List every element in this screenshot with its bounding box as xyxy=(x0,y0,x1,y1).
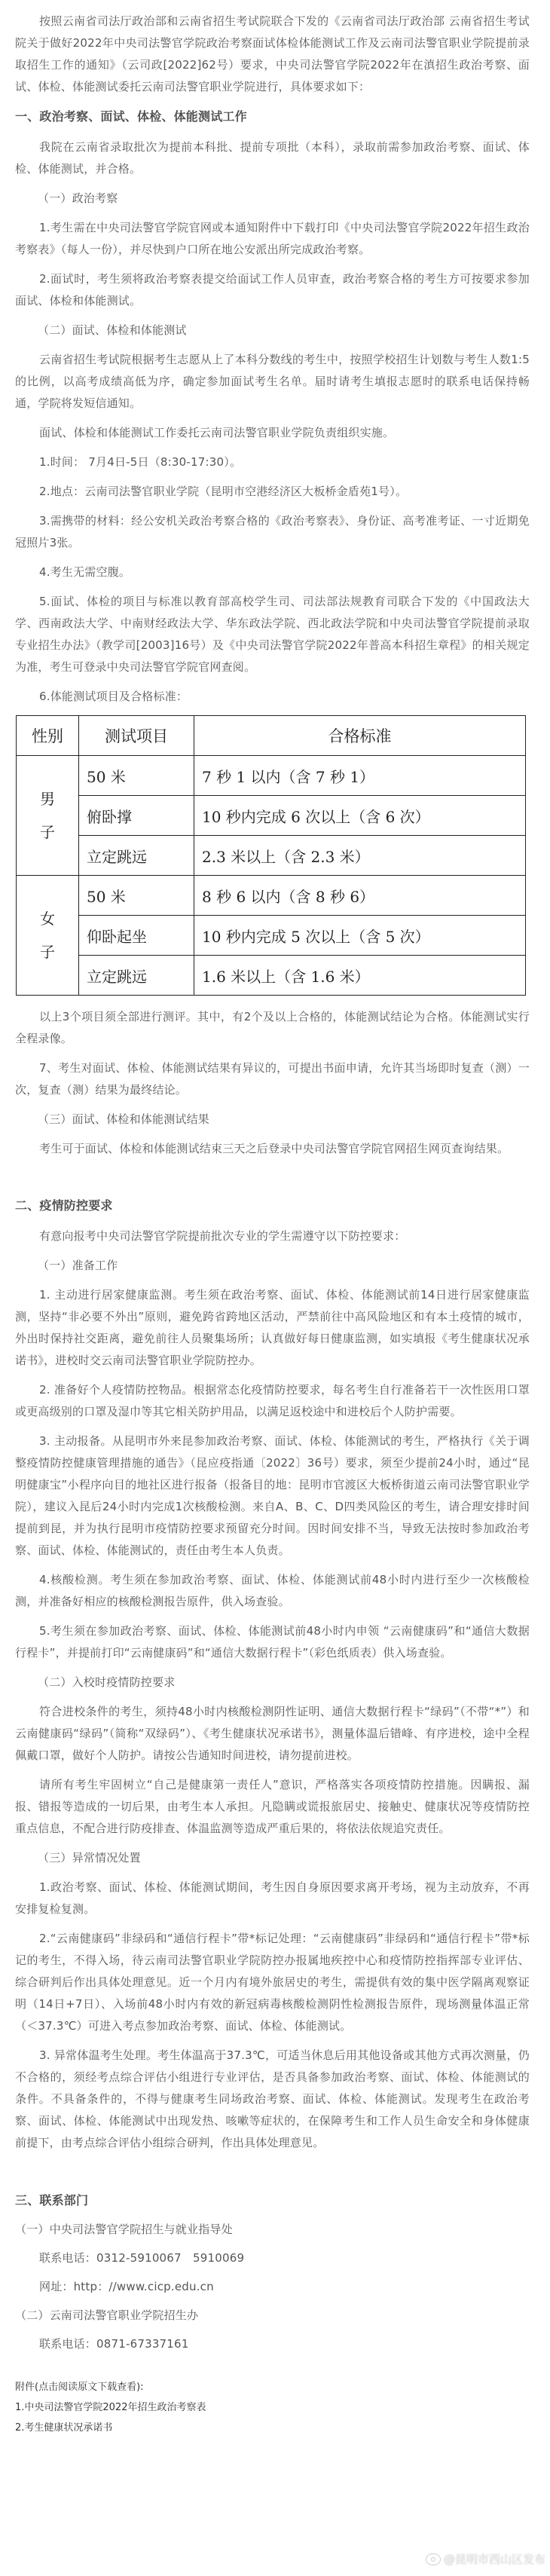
watermark-text: @昆明市西山区发布 xyxy=(443,2553,545,2566)
gender-cell-female: 女 子 xyxy=(17,876,79,996)
gender-cell-male: 男 子 xyxy=(17,756,79,876)
dept-name: （一）中央司法警官学院招生与就业指导处 xyxy=(15,2223,233,2236)
standard-cell: 10 秒内完成 6 次以上（含 6 次） xyxy=(194,796,526,836)
list-item-time: 1.时间： 7月4日-5日（8:30-17:30）。 xyxy=(39,455,242,469)
attachment-link[interactable]: 1.中央司法警官学院2022年招生政治考察表 xyxy=(15,2402,206,2413)
subsection-heading: （二）入校时疫情防控要求 xyxy=(38,1675,176,1689)
list-item: 1.考生需在中央司法警官学院官网或本通知附件中下载打印《中央司法警官学院2022年招生政治考察表》（每人一份），并尽快到户口所在地公安派出所完成政治考察。 xyxy=(15,221,530,256)
standard-cell: 8 秒 6 以内（含 8 秒 6） xyxy=(194,876,526,916)
item-cell: 50 米 xyxy=(79,756,194,796)
standard-cell: 2.3 米以上（含 2.3 米） xyxy=(194,836,526,876)
spacer xyxy=(15,2161,530,2184)
spacer xyxy=(15,2360,530,2377)
article-body xyxy=(15,11,530,2441)
dept-phone: 联系电话：0312-5910067 5910069 xyxy=(39,2251,245,2265)
list-item-standards: 5.面试、体检的项目与标准以教育部高校学生司、司法部法规教育司联合下发的《中国政法大学、西南政法大学、中南财经政法大学、华东政法学院、西北政法学院和中央司法警官学院提前录取专业招生办法》（教学司[2003]16号）及《中央司法警官学院2022年普高本科招生章程》的相关规定为准，考生可登录中央司法警官学院官网查阅。 xyxy=(15,595,530,674)
subsection-heading: （二）面试、体检和体能测试 xyxy=(38,323,187,337)
paragraph: 考生可于面试、体检和体能测试结束三天之后登录中央司法警官学院官网招生网页查询结果。 xyxy=(39,1142,509,1155)
table-row xyxy=(17,836,526,876)
list-item-fitness-caption: 6.体能测试项目及合格标准： xyxy=(39,690,188,703)
standard-cell: 10 秒内完成 5 次以上（含 5 次） xyxy=(194,916,526,956)
table-row xyxy=(17,756,526,796)
paragraph: 云南省招生考试院根据考生志愿从上了本科分数线的考生中，按照学校招生计划数与考生人数1:5的比例，以高考成绩高低为序，确定参加面试考生名单。届时请考生填报志愿时的联系电话保持畅通，学院将发短信通知。 xyxy=(15,353,530,410)
table-row xyxy=(17,796,526,836)
column-header-item: 测试项目 xyxy=(79,716,194,756)
table-row xyxy=(17,876,526,916)
section-heading-3: 三、联系部门 xyxy=(15,2193,89,2207)
list-item-location: 2.地点：云南司法警官职业学院（昆明市空港经济区大板桥金盾苑1号）。 xyxy=(39,485,408,498)
list-item: 2.“云南健康码”非绿码和“通信行程卡”带*标记处理：“云南健康码”非绿码和“通信行程卡”带*标记的考生，不得入场，待云南司法警官职业学院防控办报属地疾控中心和疫情防控指挥部专业评估、综合研判后作出具体处理意见。近一个月内有境外旅居史的考生，需提供有效的集中医学隔离观察证明（14日+7日）、入场前48小时内有效的新冠病毒核酸检测阴性检测报告原件，现场测量体温正常（＜37.3℃）可进入考点参加政治考察、面试、体检、体能测试。 xyxy=(15,1932,530,2033)
list-item: 3. 主动报备。从昆明市外来昆参加政治考察、面试、体检、体能测试的考生，严格执行《关于调整疫情防控健康管理措施的通告》（昆应疫指通〔2022〕36号）要求，须至少提前24小时，通过“昆明健康宝”小程序向目的地社区进行报备（报备目的地：昆明市官渡区大板桥街道云南司法警官职业学院），建议入昆后24小时内完成1次核酸检测。来自A、B、C、D四类风险区的考生，请合理安排时间提前到昆，并为执行昆明市疫情防控要求预留充分时间。因时间安排不当，导致无法按时参加政治考察、面试、体检、体能测试的，责任由考生本人负责。 xyxy=(15,1434,530,1557)
item-cell: 俯卧撑 xyxy=(79,796,194,836)
intro-paragraph: 按照云南省司法厅政治部和云南省招生考试院联合下发的《云南省司法厅政治部 云南省招生考试院关于做好2022年中央司法警官学院政治考察面试体检体能测试工作及云南司法警官职业学院提前录取招生工作的通知》（云司政[2022]62号）要求，中央司法警官学院2022年在滇招生政治考察、面试、体检、体能测试委托云南司法警官职业学院进行，具体要求如下： xyxy=(15,14,530,93)
subsection-heading: （一）准备工作 xyxy=(38,1259,118,1272)
table-row xyxy=(17,916,526,956)
section-heading-2: 二、疫情防控要求 xyxy=(15,1198,113,1213)
table-row xyxy=(17,956,526,996)
standard-cell: 7 秒 1 以内（含 7 秒 1） xyxy=(194,756,526,796)
dept-name: （二）云南司法警官职业学院招生办 xyxy=(15,2308,199,2322)
standard-cell: 1.6 米以上（含 1.6 米） xyxy=(194,956,526,996)
attachment-link[interactable]: 2.考生健康状况承诺书 xyxy=(15,2422,113,2434)
subsection-heading: （三）面试、体检和体能测试结果 xyxy=(38,1112,210,1126)
list-item: 1.政治考察、面试、体检、体能测试期间，考生因自身原因要求离开考场，视为主动放弃，不再安排复检复测。 xyxy=(15,1880,530,1916)
list-item-materials: 3.需携带的材料：经公安机关政治考察合格的《政治考察表》、身份证、高考准考证、一寸近期免冠照片3张。 xyxy=(15,514,530,549)
section1-lead: 我院在云南省录取批次为提前本科批、提前专项批（本科），录取前需参加政治考察、面试、体检、体能测试，并合格。 xyxy=(15,140,530,176)
spacer xyxy=(15,1167,530,1190)
section2-lead: 有意向报考中央司法警官学院提前批次专业的学生需遵守以下防控要求： xyxy=(39,1229,406,1243)
paragraph: 面试、体检和体能测试工作委托云南司法警官职业学院负责组织实施。 xyxy=(39,426,395,439)
list-item: 3. 异常体温考生处理。考生体温高于37.3℃，可适当休息后用其他设备或其他方式再次测量，仍不合格的，须经考点综合评估小组进行专业评估，是否具备参加政治考察、面试、体检、体能测试的条件。不具备条件的，不得与健康考生同场政治考察、面试、体检、体能测试。发现考生在政治考察、面试、体检、体能测试中出现发热、咳嗽等症状的，在保障考生和工作人员生命安全和身体健康前提下，由考点综合评估小组综合研判，作出具体处理意见。 xyxy=(15,2048,530,2149)
paragraph: 以上3个项目须全部进行测评。其中，有2个及以上合格的，体能测试结论为合格。体能测试实行全程录像。 xyxy=(15,1010,530,1045)
list-item: 4.核酸检测。考生须在参加政治考察、面试、体检、体能测试前48小时内进行至少一次核酸检测，并准备好相应的核酸检测报告原件，供入场查验。 xyxy=(15,1573,530,1608)
table-header-row xyxy=(17,716,526,756)
column-header-gender: 性别 xyxy=(17,716,79,756)
paragraph: 符合进校条件的考生，须持48小时内核酸检测阴性证明、通信大数据行程卡“绿码”（不带“*”）和云南健康码“绿码”（简称“双绿码”）、《考生健康状况承诺书》，测量体温后错峰、有序进校，途中全程佩戴口罩，做好个人防护。请按公告通知时间进校，请勿提前进校。 xyxy=(15,1705,530,1762)
paragraph: 7、考生对面试、体检、体能测试结果有异议的，可提出书面申请，允许其当场即时复查（测）一次，复查（测）结果为最终结论。 xyxy=(15,1061,530,1097)
attachments-title: 附件(点击阅读原文下载查看): xyxy=(15,2382,144,2393)
weibo-icon xyxy=(426,2553,441,2565)
contact-section xyxy=(15,2189,530,2356)
item-cell: 立定跳远 xyxy=(79,836,194,876)
list-item: 1. 主动进行居家健康监测。考生须在政治考察、面试、体检、体能测试前14日进行居家健康监测，坚持“非必要不外出”原则，避免跨省跨地区活动，严禁前往中高风险地区和有本土疫情的城市，外出时保持社交距离，避免前往人员聚集场所；认真做好每日健康监测，如实填报《考生健康状况承诺书》，进校时交云南司法警官职业学院防控办。 xyxy=(15,1288,530,1367)
dept-phone: 联系电话：0871-67337161 xyxy=(39,2337,189,2351)
subsection-heading: （一）政治考察 xyxy=(38,191,118,205)
weibo-watermark xyxy=(426,2551,545,2567)
section-heading-1: 一、政治考察、面试、体检、体能测试工作 xyxy=(15,109,247,124)
item-cell: 立定跳远 xyxy=(79,956,194,996)
list-item: 5.考生须在参加政治考察、面试、体检、体能测试前48小时内申领 “云南健康码”和“通信大数据行程卡”，并提前打印“云南健康码”和“通信大数据行程卡”（彩色纸质表）供入场查验。 xyxy=(15,1624,530,1660)
list-item: 2.面试时，考生须将政治考察表提交给面试工作人员审查，政治考察合格的考生方可按要求参加面试、体检和体能测试。 xyxy=(15,272,530,307)
column-header-standard: 合格标准 xyxy=(194,716,526,756)
item-cell: 仰卧起坐 xyxy=(79,916,194,956)
item-cell: 50 米 xyxy=(79,876,194,916)
attachments-section xyxy=(15,2380,530,2435)
fitness-standards-table xyxy=(16,715,526,996)
dept-website-link[interactable]: 网址：http：//www.cicp.edu.cn xyxy=(39,2280,214,2293)
list-item: 2. 准备好个人疫情防控物品。根据常态化疫情防控要求，每名考生自行准备若干一次性医用口罩或更高级别的口罩及湿巾等其它相关防护用品，以满足返校途中和进校后个人防护需要。 xyxy=(15,1383,530,1418)
paragraph: 请所有考生牢固树立“自己是健康第一责任人”意识，严格落实各项疫情防控措施。因瞒报、漏报、错报等造成的一切后果，由考生本人承担。凡隐瞒或谎报旅居史、接触史、健康状况等疫情防控重点信息，不配合进行防疫排查、体温监测等造成严重后果的，将依法依规追究责任。 xyxy=(15,1778,530,1835)
subsection-heading: （三）异常情况处置 xyxy=(38,1851,141,1865)
list-item-fasting: 4.考生无需空腹。 xyxy=(39,565,131,579)
